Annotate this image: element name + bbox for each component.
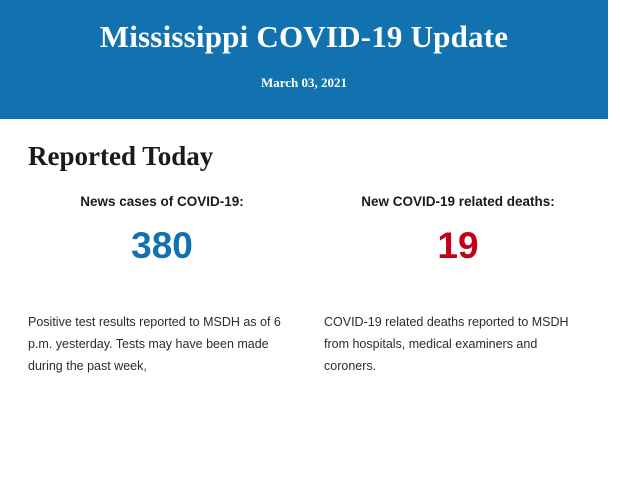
stat-new-cases <box>14 194 310 264</box>
descriptions-row <box>0 312 620 378</box>
description-new-deaths <box>310 312 606 378</box>
section-title: Reported Today <box>28 141 214 171</box>
stat-value-new-cases: 380 <box>131 225 193 266</box>
description-new-cases <box>14 312 310 378</box>
header-banner <box>0 0 608 119</box>
stat-new-deaths <box>310 194 606 264</box>
stats-row <box>0 194 620 264</box>
stat-label-new-cases: News cases of COVID-19: <box>80 194 244 209</box>
page-title: Mississippi COVID-19 Update <box>99 19 509 54</box>
description-text-new-cases: Positive test results reported to MSDH as of 6 p.m. yesterday. Tests may have been made during the past week, <box>28 315 281 373</box>
stat-label-new-deaths: New COVID-19 related deaths: <box>361 194 555 209</box>
stat-value-new-deaths: 19 <box>437 225 479 266</box>
description-text-new-deaths: COVID-19 related deaths reported to MSDH from hospitals, medical examiners and coroners. <box>324 315 569 373</box>
report-date: March 03, 2021 <box>260 75 348 91</box>
